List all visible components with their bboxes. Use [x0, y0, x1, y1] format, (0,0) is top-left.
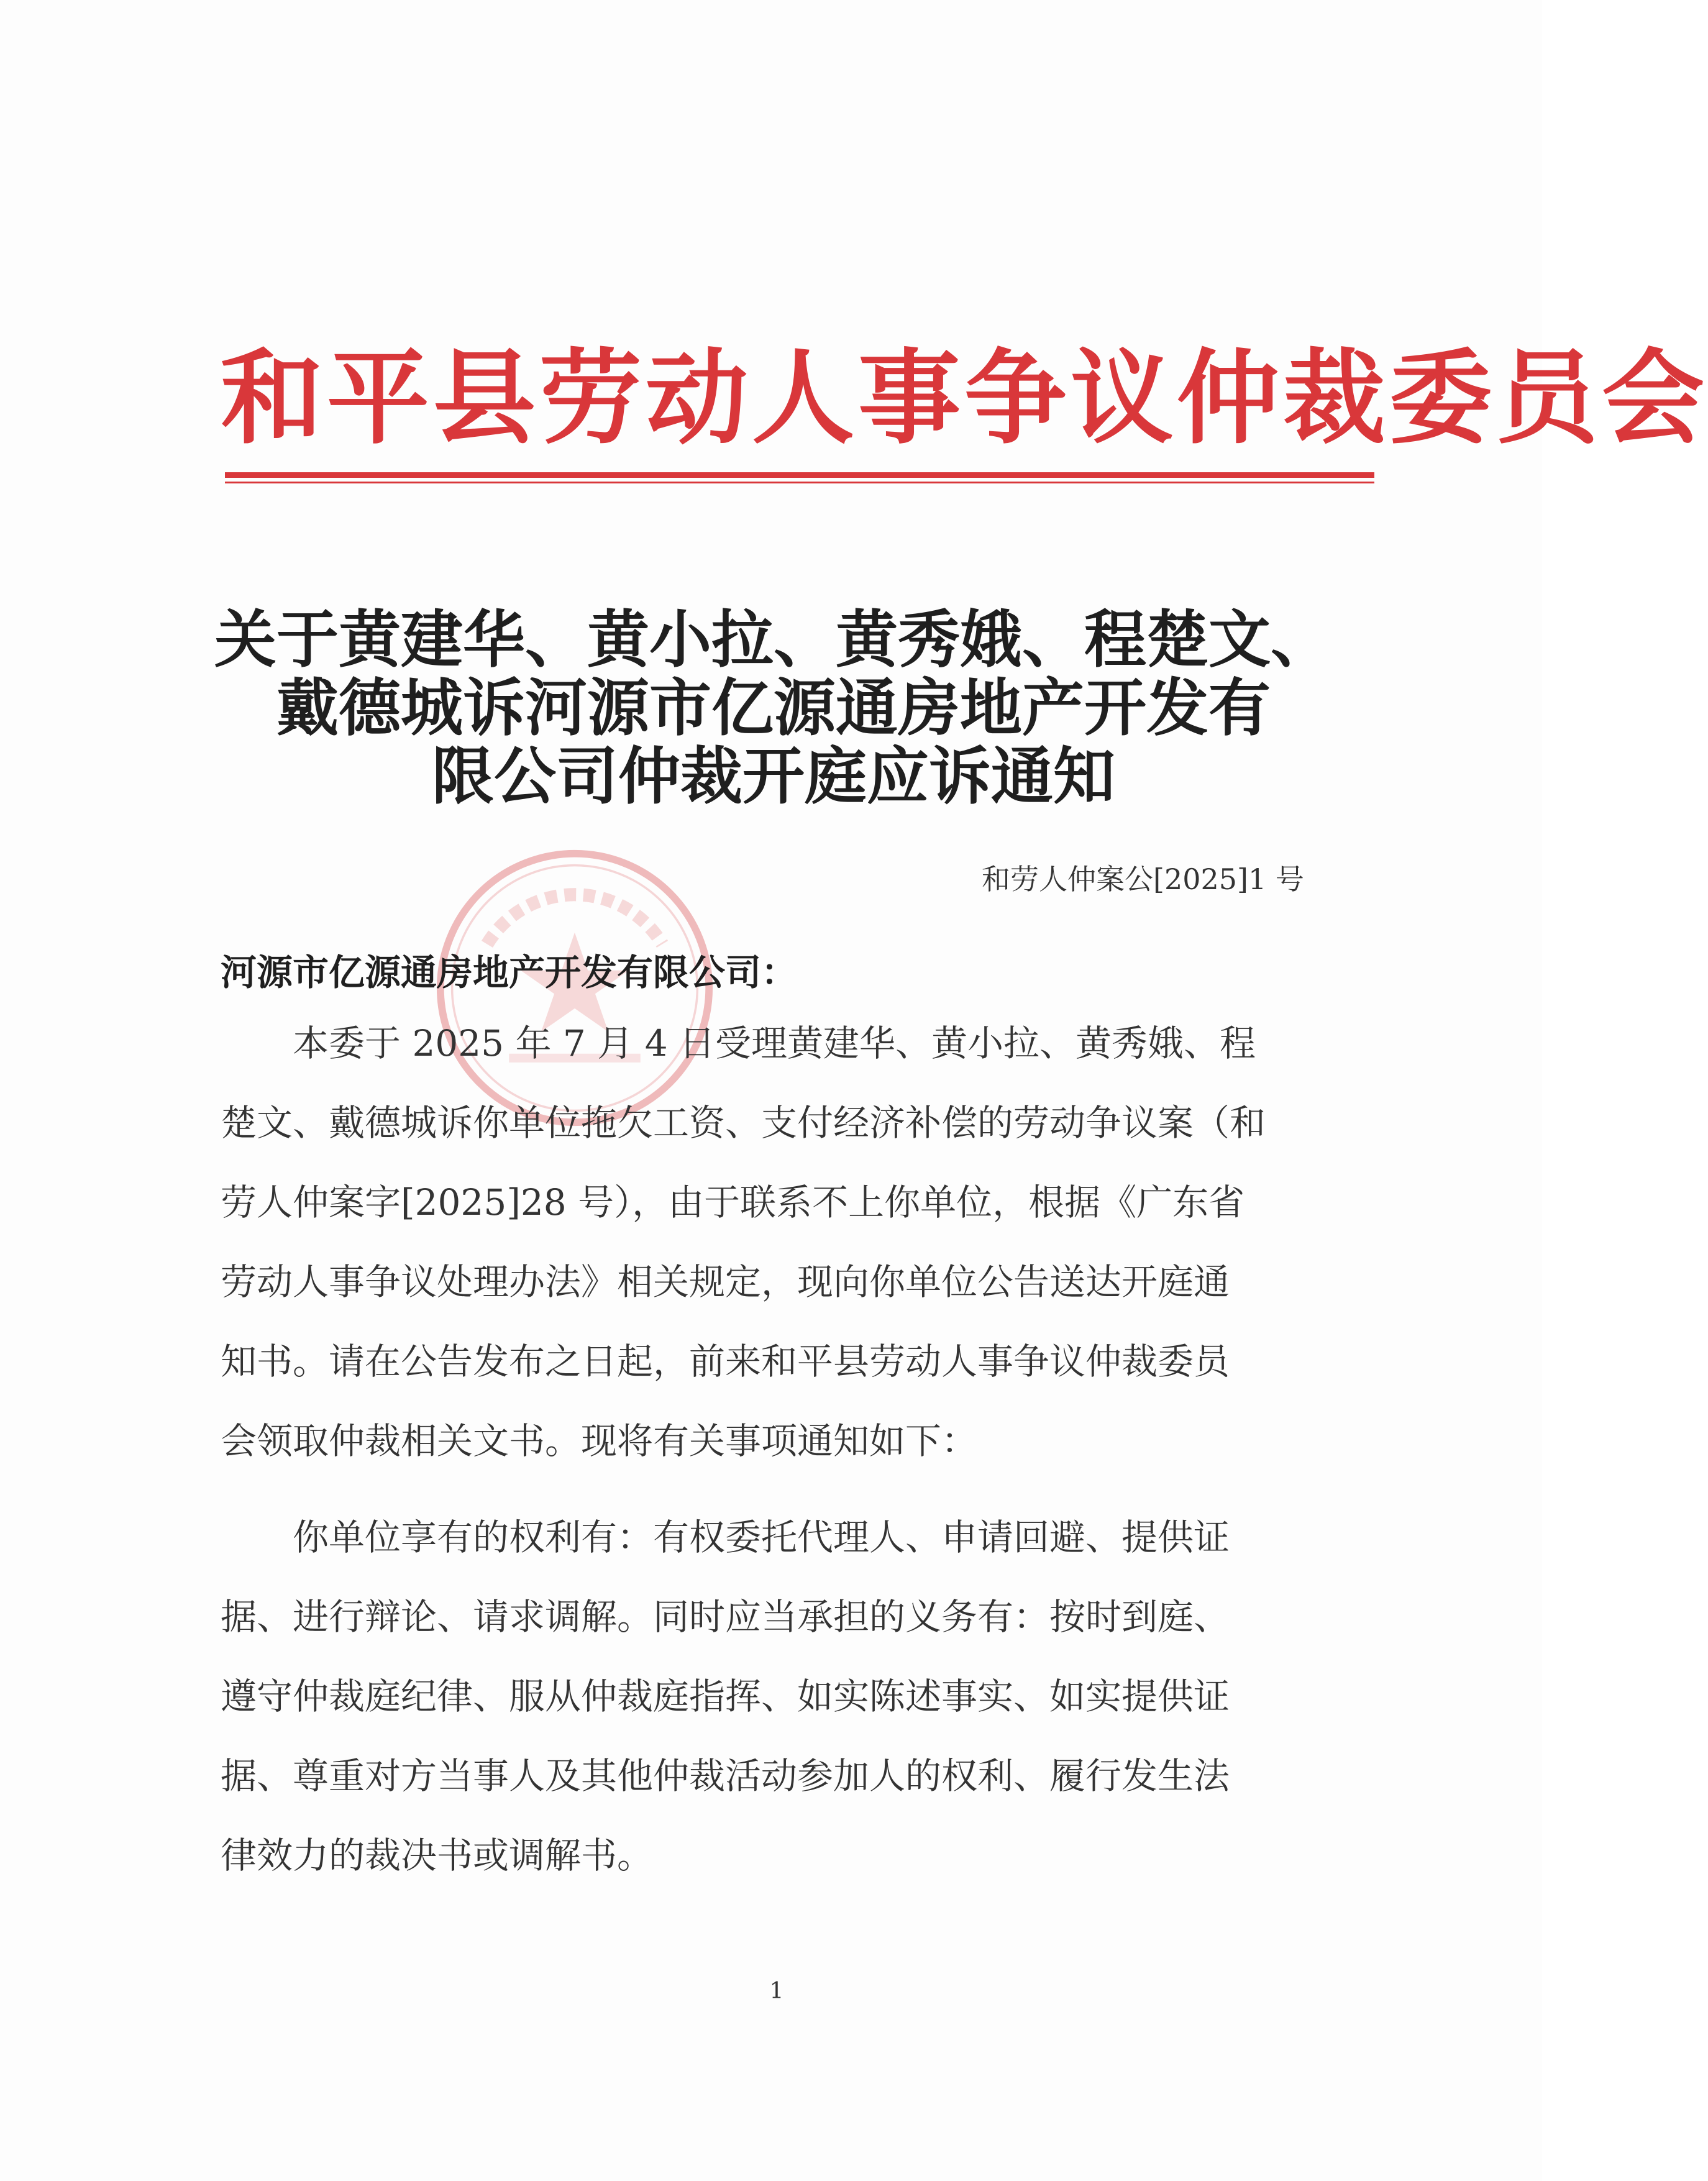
letterhead-rule-thin	[225, 482, 1374, 483]
body-paragraph-notice	[221, 1004, 1376, 1481]
notice-title	[211, 603, 1336, 813]
body-line: 会领取仲裁相关文书。现将有关事项通知如下：	[221, 1420, 978, 1462]
body-line: 律效力的裁决书或调解书。	[221, 1834, 654, 1877]
body-line: 遵守仲裁庭纪律、服从仲裁庭指挥、如实陈述事实、如实提供证	[221, 1675, 1230, 1717]
title-line: 限公司仲裁开庭应诉通知	[432, 740, 1115, 813]
salutation: 河源市亿源通房地产开发有限公司：	[221, 951, 798, 994]
body-line: 你单位享有的权利有：有权委托代理人、申请回避、提供证	[293, 1516, 1230, 1558]
letterhead-org-name: 和平县劳动人事争议仲裁委员会	[221, 337, 1708, 458]
body-line: 劳人仲案字[2025]28 号），由于联系不上你单位，根据《广东省	[221, 1181, 1245, 1223]
body-line: 本委于 2025 年 7 月 4 日受理黄建华、黄小拉、黄秀娥、程	[293, 1022, 1256, 1064]
case-number: 和劳人仲案公[2025]1 号	[982, 862, 1304, 896]
title-line: 关于黄建华、黄小拉、黄秀娥、程楚文、	[214, 603, 1333, 676]
body-line: 据、尊重对方当事人及其他仲裁活动参加人的权利、履行发生法	[221, 1755, 1230, 1797]
body-line: 知书。请在公告发布之日起，前来和平县劳动人事争议仲裁委员	[221, 1340, 1230, 1383]
body-paragraph-rights	[221, 1497, 1376, 1895]
title-line: 戴德城诉河源市亿源通房地产开发有	[276, 672, 1271, 744]
body-line: 据、进行辩论、请求调解。同时应当承担的义务有：按时到庭、	[221, 1596, 1230, 1638]
body-line: 楚文、戴德城诉你单位拖欠工资、支付经济补偿的劳动争议案（和	[221, 1102, 1266, 1144]
body-line: 劳动人事争议处理办法》相关规定，现向你单位公告送达开庭通	[221, 1261, 1230, 1303]
page-number: 1	[769, 1978, 784, 2004]
letterhead-rule-thick	[225, 472, 1374, 478]
